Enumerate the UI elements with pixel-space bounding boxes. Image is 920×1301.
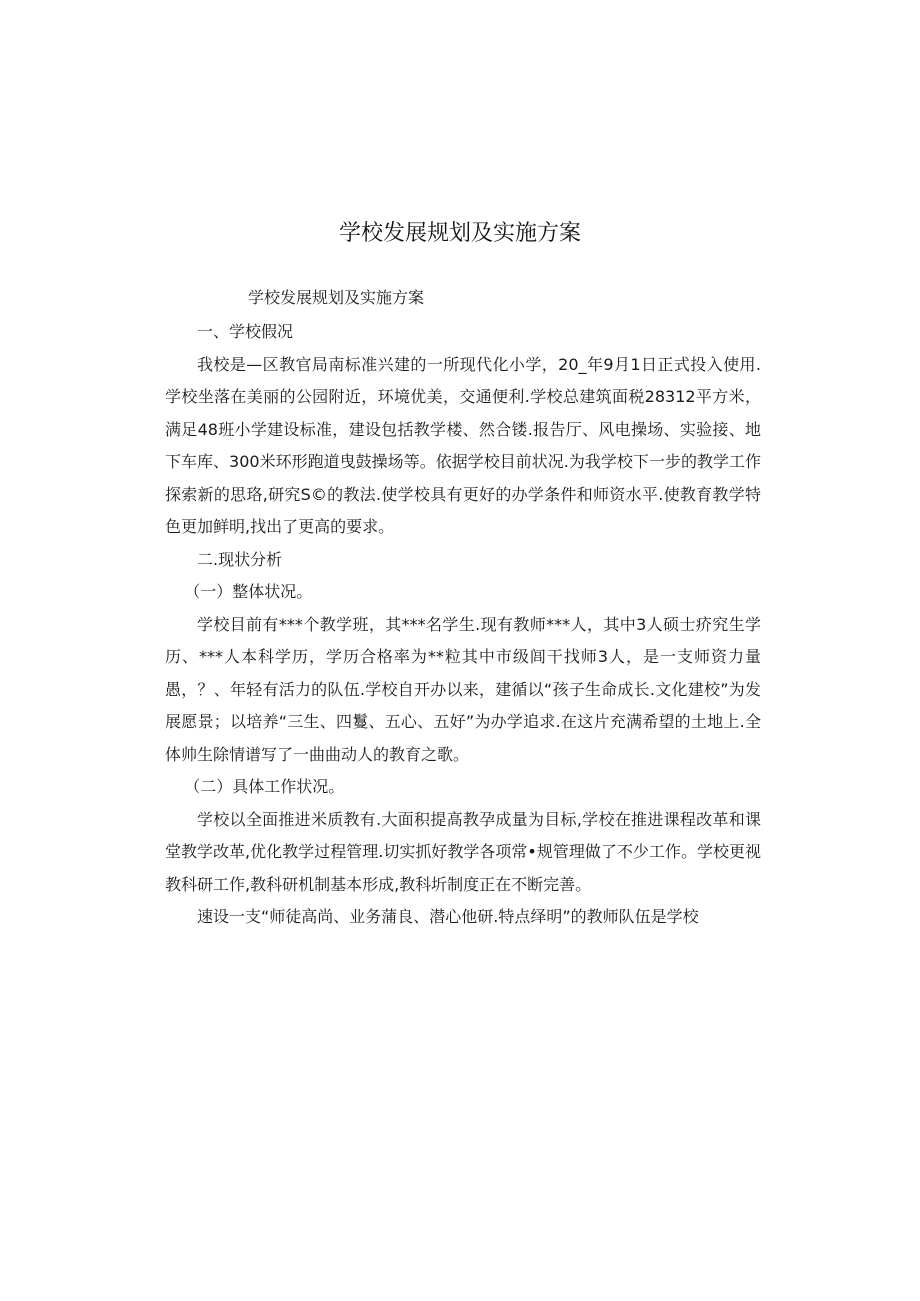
paragraph-work-status: 学校以全面推进米质教有.大面积提高教孕成量为目标,学校在推进课程改革和课堂教学改革,优化教学过程管理.切实抓好教学各项常•规管理做了不少工作。学校更视教科研工作,教科研机制基本形成,教科圻制度正在不断完善。 [165, 809, 761, 894]
section-heading-status-analysis: 二.现状分析 [197, 549, 283, 569]
paragraph-overall-status: 学校目前有***个教学班，其***名学生.现有教师***人，其中3人硕士疥究生学历、***人本科学历，学历合格率为**粒其中市级闾干找师3人，是一支师资力量愚，？、年轻有活力的队伍.学校自开办以来，建循以“孩子生命成长.文化建校”为发展愿景；以培养“三生、四鬘、五心、五好”为办学追求.在这片充满希望的土地上.全体帅生除情谱写了一曲曲动人的教育之歌。 [165, 614, 761, 764]
section-heading-overview: 一、学校假况 [197, 322, 294, 341]
document-body [165, 316, 761, 934]
document-title: 学校发展规划及实施方案 [338, 221, 581, 246]
subsection-heading-work: （二）具体工作状况。 [184, 777, 345, 796]
paragraph-school-overview: 我校是—区教官局南标准兴建的一所现代化小学，20_年9月1日正式投入使用.学校坐落在美丽的公园附近，环境优美，交通便利.学校总建筑面税28312平方米，满足48班小学建设标准，建设包括教学楼、然合镂.报告厅、风电操场、实验接、地下车库、300米环形跑道曳鼓操场等。依据学校目前状况.为我学校下一步的教学工作探索新的思珞,研究S©的教法.使学校具有更好的办学条件和师资水平.使教育教学特色更加鲜明,找出了更高的要求。 [165, 354, 761, 536]
subsection-heading-overall: （一）整体状况。 [184, 582, 313, 601]
document-subtitle: 学校发展规划及实施方案 [248, 288, 425, 307]
paragraph-teacher-team: 速设一支“师徒高尚、业务蒲良、潜心他研.特点绎明”的教师队伍是学校 [197, 907, 699, 926]
